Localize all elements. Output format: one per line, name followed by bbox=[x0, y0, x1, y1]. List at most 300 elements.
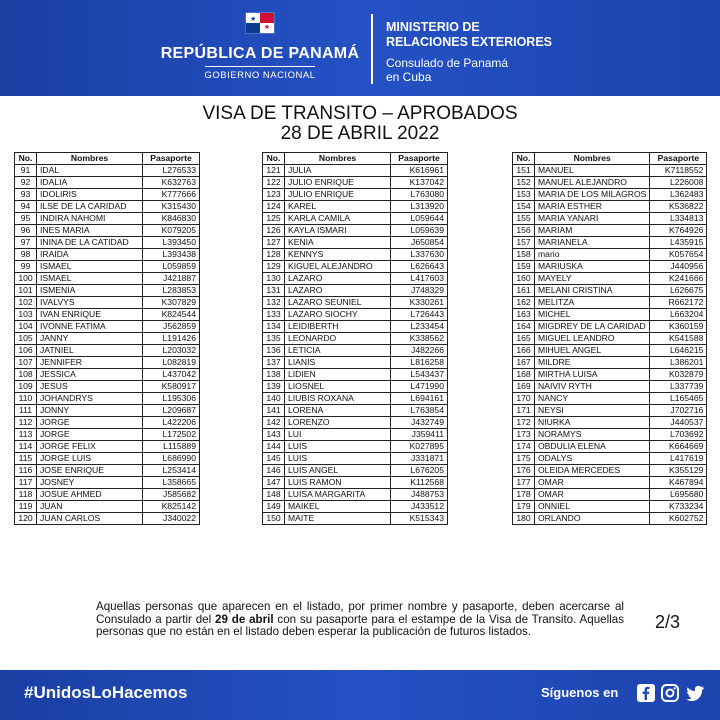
row-pasaporte: J432749 bbox=[391, 417, 448, 429]
row-number: 149 bbox=[263, 501, 285, 513]
row-number: 146 bbox=[263, 465, 285, 477]
row-nombre: NAIVIV RYTH bbox=[535, 381, 650, 393]
table-row bbox=[263, 501, 448, 513]
row-pasaporte: L422206 bbox=[143, 417, 200, 429]
table-row bbox=[263, 273, 448, 285]
row-pasaporte: L059859 bbox=[143, 261, 200, 273]
table-row bbox=[15, 453, 200, 465]
row-number: 96 bbox=[15, 225, 37, 237]
row-pasaporte: R662172 bbox=[650, 297, 707, 309]
row-nombre: OLEIDA MERCEDES bbox=[535, 465, 650, 477]
table-row bbox=[15, 393, 200, 405]
row-number: 115 bbox=[15, 453, 37, 465]
row-number: 105 bbox=[15, 333, 37, 345]
table-row bbox=[513, 189, 707, 201]
table-row bbox=[263, 369, 448, 381]
col-header-no: No. bbox=[15, 153, 37, 165]
row-number: 104 bbox=[15, 321, 37, 333]
row-pasaporte: L417619 bbox=[650, 453, 707, 465]
row-pasaporte: K825142 bbox=[143, 501, 200, 513]
row-number: 103 bbox=[15, 309, 37, 321]
row-pasaporte: L209687 bbox=[143, 405, 200, 417]
col-header-pasaporte: Pasaporte bbox=[650, 153, 707, 165]
table-row bbox=[513, 453, 707, 465]
row-number: 132 bbox=[263, 297, 285, 309]
row-pasaporte: L543437 bbox=[391, 369, 448, 381]
row-number: 176 bbox=[513, 465, 535, 477]
row-nombre: LORENA bbox=[285, 405, 391, 417]
row-nombre: MAITE bbox=[285, 513, 391, 525]
row-number: 166 bbox=[513, 345, 535, 357]
row-nombre: JOSNEY bbox=[37, 477, 143, 489]
page-indicator: 2/3 bbox=[655, 612, 681, 632]
row-pasaporte: L663204 bbox=[650, 309, 707, 321]
row-number: 143 bbox=[263, 429, 285, 441]
row-nombre: INES MARIA bbox=[37, 225, 143, 237]
table-row bbox=[15, 309, 200, 321]
row-nombre: LORENZO bbox=[285, 417, 391, 429]
table-row bbox=[263, 429, 448, 441]
row-pasaporte: K541588 bbox=[650, 333, 707, 345]
row-pasaporte: K112568 bbox=[391, 477, 448, 489]
twitter-icon[interactable] bbox=[685, 683, 705, 703]
table-row bbox=[513, 165, 707, 177]
row-nombre: JORGE bbox=[37, 429, 143, 441]
table-row bbox=[513, 357, 707, 369]
row-pasaporte: J340022 bbox=[143, 513, 200, 525]
row-number: 165 bbox=[513, 333, 535, 345]
note-text-2: con su pasaporte para el estampe de la Visa de Transito. Aquellas personas que no están en el listado deben esperar la publicación de futuros listados. bbox=[96, 612, 624, 639]
row-pasaporte: K824544 bbox=[143, 309, 200, 321]
row-nombre: IVALVYS bbox=[37, 297, 143, 309]
row-nombre: KIGUEL ALEJANDRO bbox=[285, 261, 391, 273]
row-number: 129 bbox=[263, 261, 285, 273]
table-row bbox=[513, 273, 707, 285]
row-nombre: JORGE bbox=[37, 417, 143, 429]
table-row bbox=[263, 189, 448, 201]
table-row bbox=[15, 429, 200, 441]
row-number: 156 bbox=[513, 225, 535, 237]
row-pasaporte: K315430 bbox=[143, 201, 200, 213]
row-pasaporte: K664669 bbox=[650, 441, 707, 453]
row-nombre: KAREL bbox=[285, 201, 391, 213]
row-nombre: LIUBIS ROXANA bbox=[285, 393, 391, 405]
row-pasaporte: K580917 bbox=[143, 381, 200, 393]
row-nombre: ININA DE LA CATIDAD bbox=[37, 237, 143, 249]
follow-label: Síguenos en bbox=[541, 685, 619, 700]
row-number: 108 bbox=[15, 369, 37, 381]
row-nombre: MAYELY bbox=[535, 273, 650, 285]
title-line-1: VISA DE TRANSITO – APROBADOS bbox=[202, 103, 518, 124]
table-header-row bbox=[263, 153, 448, 165]
row-number: 119 bbox=[15, 501, 37, 513]
row-nombre: KARLA CAMILA bbox=[285, 213, 391, 225]
row-number: 102 bbox=[15, 297, 37, 309]
row-number: 141 bbox=[263, 405, 285, 417]
row-number: 171 bbox=[513, 405, 535, 417]
table-row bbox=[513, 513, 707, 525]
table-row bbox=[15, 213, 200, 225]
table-row bbox=[513, 501, 707, 513]
row-number: 101 bbox=[15, 285, 37, 297]
row-pasaporte: L337630 bbox=[391, 249, 448, 261]
table-row bbox=[15, 225, 200, 237]
row-pasaporte: L253414 bbox=[143, 465, 200, 477]
row-pasaporte: J702716 bbox=[650, 405, 707, 417]
row-pasaporte: K764926 bbox=[650, 225, 707, 237]
row-number: 153 bbox=[513, 189, 535, 201]
table-row bbox=[513, 465, 707, 477]
row-nombre: mario bbox=[535, 249, 650, 261]
row-nombre: LETICIA bbox=[285, 345, 391, 357]
consulado-line-1: Consulado de Panamá bbox=[386, 56, 509, 70]
table-row bbox=[513, 429, 707, 441]
row-nombre: LUIS bbox=[285, 453, 391, 465]
row-nombre: JESUS bbox=[37, 381, 143, 393]
col-header-nombres: Nombres bbox=[37, 153, 143, 165]
table-row bbox=[513, 297, 707, 309]
approved-table-1 bbox=[14, 152, 200, 525]
row-pasaporte: L233454 bbox=[391, 321, 448, 333]
row-number: 97 bbox=[15, 237, 37, 249]
row-nombre: LIDIEN bbox=[285, 369, 391, 381]
gobierno-label: GOBIERNO NACIONAL bbox=[205, 66, 316, 81]
table-row bbox=[263, 285, 448, 297]
row-nombre: MARIUSKA bbox=[535, 261, 650, 273]
row-number: 131 bbox=[263, 285, 285, 297]
row-nombre: MIRTHA LUISA bbox=[535, 369, 650, 381]
ministerio-line-2: RELACIONES EXTERIORES bbox=[386, 35, 552, 49]
row-number: 122 bbox=[263, 177, 285, 189]
row-number: 159 bbox=[513, 261, 535, 273]
row-nombre: KENIA bbox=[285, 237, 391, 249]
row-nombre: LUI bbox=[285, 429, 391, 441]
footer-banner bbox=[0, 670, 720, 720]
table-row bbox=[513, 393, 707, 405]
row-pasaporte: K602752 bbox=[650, 513, 707, 525]
instructions-note bbox=[96, 601, 624, 639]
table-row bbox=[513, 333, 707, 345]
row-nombre: MELITZA bbox=[535, 297, 650, 309]
hashtag: #UnidosLoHacemos bbox=[24, 683, 188, 702]
table-row bbox=[263, 477, 448, 489]
row-nombre: ISMAEL bbox=[37, 261, 143, 273]
row-pasaporte: L393438 bbox=[143, 249, 200, 261]
page-title bbox=[0, 104, 720, 144]
row-pasaporte: L226008 bbox=[650, 177, 707, 189]
table-row bbox=[15, 297, 200, 309]
row-number: 150 bbox=[263, 513, 285, 525]
row-pasaporte: L082819 bbox=[143, 357, 200, 369]
row-nombre: LUIS ANGEL bbox=[285, 465, 391, 477]
row-nombre: MIGDREY DE LA CARIDAD bbox=[535, 321, 650, 333]
row-number: 177 bbox=[513, 477, 535, 489]
row-number: 142 bbox=[263, 417, 285, 429]
row-pasaporte: K632763 bbox=[143, 177, 200, 189]
table-row bbox=[263, 165, 448, 177]
row-nombre: LIOSNEL bbox=[285, 381, 391, 393]
row-nombre: JULIA bbox=[285, 165, 391, 177]
row-nombre: KAYLA ISMARI bbox=[285, 225, 391, 237]
row-number: 147 bbox=[263, 477, 285, 489]
row-number: 100 bbox=[15, 273, 37, 285]
row-pasaporte: J440537 bbox=[650, 417, 707, 429]
row-nombre: LUISA MARGARITA bbox=[285, 489, 391, 501]
table-row bbox=[15, 177, 200, 189]
row-number: 180 bbox=[513, 513, 535, 525]
table-row bbox=[263, 453, 448, 465]
table-row bbox=[263, 441, 448, 453]
table-row bbox=[263, 225, 448, 237]
row-pasaporte: L676205 bbox=[391, 465, 448, 477]
row-pasaporte: J359411 bbox=[391, 429, 448, 441]
table-row bbox=[263, 357, 448, 369]
row-number: 164 bbox=[513, 321, 535, 333]
table-row bbox=[263, 393, 448, 405]
row-nombre: JUAN CARLOS bbox=[37, 513, 143, 525]
row-pasaporte: L203032 bbox=[143, 345, 200, 357]
row-nombre: LUIS bbox=[285, 441, 391, 453]
table-row bbox=[15, 357, 200, 369]
row-number: 170 bbox=[513, 393, 535, 405]
row-number: 117 bbox=[15, 477, 37, 489]
table-row bbox=[513, 405, 707, 417]
government-logo bbox=[160, 12, 360, 83]
row-nombre: NEYSI bbox=[535, 405, 650, 417]
table-row bbox=[513, 177, 707, 189]
row-nombre: ODALYS bbox=[535, 453, 650, 465]
row-number: 99 bbox=[15, 261, 37, 273]
row-pasaporte: K330261 bbox=[391, 297, 448, 309]
republica-label: REPÚBLICA DE PANAMÁ bbox=[160, 45, 360, 62]
row-pasaporte: L626643 bbox=[391, 261, 448, 273]
facebook-icon[interactable] bbox=[636, 683, 656, 703]
row-pasaporte: J650854 bbox=[391, 237, 448, 249]
table-row bbox=[15, 501, 200, 513]
table-row bbox=[263, 345, 448, 357]
row-number: 121 bbox=[263, 165, 285, 177]
row-number: 92 bbox=[15, 177, 37, 189]
table-row bbox=[513, 213, 707, 225]
table-row bbox=[513, 321, 707, 333]
row-nombre: ORLANDO bbox=[535, 513, 650, 525]
row-number: 118 bbox=[15, 489, 37, 501]
row-nombre: KENNYS bbox=[285, 249, 391, 261]
row-nombre: JESSICA bbox=[37, 369, 143, 381]
row-number: 128 bbox=[263, 249, 285, 261]
row-pasaporte: K360159 bbox=[650, 321, 707, 333]
row-number: 136 bbox=[263, 345, 285, 357]
row-pasaporte: K027895 bbox=[391, 441, 448, 453]
table-row bbox=[15, 477, 200, 489]
row-nombre: IDOLIRIS bbox=[37, 189, 143, 201]
table-row bbox=[15, 285, 200, 297]
row-nombre: LAZARO SIOCHY bbox=[285, 309, 391, 321]
title-line-2: 28 DE ABRIL 2022 bbox=[280, 123, 440, 144]
table-row bbox=[15, 441, 200, 453]
row-number: 174 bbox=[513, 441, 535, 453]
row-pasaporte: L337739 bbox=[650, 381, 707, 393]
row-number: 139 bbox=[263, 381, 285, 393]
row-pasaporte: L763854 bbox=[391, 405, 448, 417]
row-nombre: IVONNE FATIMA bbox=[37, 321, 143, 333]
row-pasaporte: L646215 bbox=[650, 345, 707, 357]
table-row bbox=[513, 309, 707, 321]
row-number: 163 bbox=[513, 309, 535, 321]
row-number: 173 bbox=[513, 429, 535, 441]
row-number: 138 bbox=[263, 369, 285, 381]
row-number: 144 bbox=[263, 441, 285, 453]
row-number: 109 bbox=[15, 381, 37, 393]
row-pasaporte: J440956 bbox=[650, 261, 707, 273]
row-number: 127 bbox=[263, 237, 285, 249]
row-pasaporte: J585682 bbox=[143, 489, 200, 501]
row-pasaporte: K777666 bbox=[143, 189, 200, 201]
note-date: 29 de abril bbox=[215, 612, 274, 626]
table-row bbox=[15, 369, 200, 381]
row-pasaporte: L172502 bbox=[143, 429, 200, 441]
table-row bbox=[15, 237, 200, 249]
table-row bbox=[263, 405, 448, 417]
row-pasaporte: L195306 bbox=[143, 393, 200, 405]
row-pasaporte: L763080 bbox=[391, 189, 448, 201]
table-row bbox=[15, 465, 200, 477]
row-nombre: ILSE DE LA CARIDAD bbox=[37, 201, 143, 213]
row-number: 140 bbox=[263, 393, 285, 405]
row-nombre: MIGUEL LEANDRO bbox=[535, 333, 650, 345]
row-pasaporte: L816258 bbox=[391, 357, 448, 369]
row-pasaporte: J482266 bbox=[391, 345, 448, 357]
row-pasaporte: L471990 bbox=[391, 381, 448, 393]
row-number: 112 bbox=[15, 417, 37, 429]
row-number: 95 bbox=[15, 213, 37, 225]
row-pasaporte: L694161 bbox=[391, 393, 448, 405]
table-row bbox=[513, 261, 707, 273]
row-nombre: JULIO ENRIQUE bbox=[285, 177, 391, 189]
row-number: 134 bbox=[263, 321, 285, 333]
row-nombre: IVAN ENRIQUE bbox=[37, 309, 143, 321]
row-pasaporte: L276533 bbox=[143, 165, 200, 177]
table-row bbox=[15, 513, 200, 525]
table-row bbox=[263, 417, 448, 429]
approved-table-3 bbox=[512, 152, 707, 525]
row-pasaporte: K515343 bbox=[391, 513, 448, 525]
instagram-icon[interactable] bbox=[660, 683, 680, 703]
row-number: 116 bbox=[15, 465, 37, 477]
row-number: 167 bbox=[513, 357, 535, 369]
table-row bbox=[513, 441, 707, 453]
row-number: 125 bbox=[263, 213, 285, 225]
panama-flag-icon: ★ ★ bbox=[245, 12, 275, 34]
row-number: 110 bbox=[15, 393, 37, 405]
table-row bbox=[513, 285, 707, 297]
row-number: 175 bbox=[513, 453, 535, 465]
table-row bbox=[15, 333, 200, 345]
row-number: 157 bbox=[513, 237, 535, 249]
table-row bbox=[15, 321, 200, 333]
row-nombre: INDIRA NAHOMI bbox=[37, 213, 143, 225]
row-nombre: MIHUEL ANGEL bbox=[535, 345, 650, 357]
col-header-pasaporte: Pasaporte bbox=[143, 153, 200, 165]
table-header-row bbox=[15, 153, 200, 165]
row-pasaporte: L437042 bbox=[143, 369, 200, 381]
row-number: 124 bbox=[263, 201, 285, 213]
table-row bbox=[263, 465, 448, 477]
table-row bbox=[263, 381, 448, 393]
row-nombre: ONNIEL bbox=[535, 501, 650, 513]
table-row bbox=[263, 213, 448, 225]
row-pasaporte: L686990 bbox=[143, 453, 200, 465]
col-header-no: No. bbox=[263, 153, 285, 165]
row-pasaporte: J748329 bbox=[391, 285, 448, 297]
row-pasaporte: K733234 bbox=[650, 501, 707, 513]
row-number: 172 bbox=[513, 417, 535, 429]
table-row bbox=[513, 477, 707, 489]
row-number: 179 bbox=[513, 501, 535, 513]
row-number: 111 bbox=[15, 405, 37, 417]
row-pasaporte: K079205 bbox=[143, 225, 200, 237]
table-row bbox=[263, 333, 448, 345]
row-pasaporte: J488753 bbox=[391, 489, 448, 501]
row-pasaporte: L703692 bbox=[650, 429, 707, 441]
row-number: 130 bbox=[263, 273, 285, 285]
row-number: 98 bbox=[15, 249, 37, 261]
row-nombre: JENNIFER bbox=[37, 357, 143, 369]
row-pasaporte: L059644 bbox=[391, 213, 448, 225]
table-row bbox=[513, 369, 707, 381]
row-number: 160 bbox=[513, 273, 535, 285]
table-row bbox=[263, 297, 448, 309]
row-number: 151 bbox=[513, 165, 535, 177]
row-nombre: JORGE FELIX bbox=[37, 441, 143, 453]
row-nombre: NIURKA bbox=[535, 417, 650, 429]
row-number: 114 bbox=[15, 441, 37, 453]
row-nombre: JUAN bbox=[37, 501, 143, 513]
table-row bbox=[263, 201, 448, 213]
row-number: 169 bbox=[513, 381, 535, 393]
row-pasaporte: K307829 bbox=[143, 297, 200, 309]
consulado-line-2: en Cuba bbox=[386, 70, 432, 84]
row-nombre: NANCY bbox=[535, 393, 650, 405]
row-pasaporte: J433512 bbox=[391, 501, 448, 513]
row-pasaporte: K846830 bbox=[143, 213, 200, 225]
row-number: 126 bbox=[263, 225, 285, 237]
row-pasaporte: L191426 bbox=[143, 333, 200, 345]
row-pasaporte: K467894 bbox=[650, 477, 707, 489]
row-pasaporte: L165465 bbox=[650, 393, 707, 405]
row-number: 145 bbox=[263, 453, 285, 465]
row-nombre: IDAL bbox=[37, 165, 143, 177]
row-pasaporte: J331871 bbox=[391, 453, 448, 465]
row-nombre: MARIA DE LOS MILAGROS bbox=[535, 189, 650, 201]
ministerio-line-1: MINISTERIO DE bbox=[386, 20, 480, 34]
row-nombre: NORAMYS bbox=[535, 429, 650, 441]
row-nombre: MAIKEL bbox=[285, 501, 391, 513]
row-number: 162 bbox=[513, 297, 535, 309]
col-header-nombres: Nombres bbox=[535, 153, 650, 165]
row-nombre: MANUEL ALEJANDRO bbox=[535, 177, 650, 189]
row-nombre: MANUEL bbox=[535, 165, 650, 177]
row-nombre: JONNY bbox=[37, 405, 143, 417]
table-row bbox=[15, 345, 200, 357]
row-pasaporte: L358665 bbox=[143, 477, 200, 489]
table-row bbox=[15, 417, 200, 429]
row-nombre: MARIAM bbox=[535, 225, 650, 237]
table-row bbox=[263, 321, 448, 333]
table-row bbox=[513, 417, 707, 429]
row-pasaporte: K536822 bbox=[650, 201, 707, 213]
row-number: 107 bbox=[15, 357, 37, 369]
